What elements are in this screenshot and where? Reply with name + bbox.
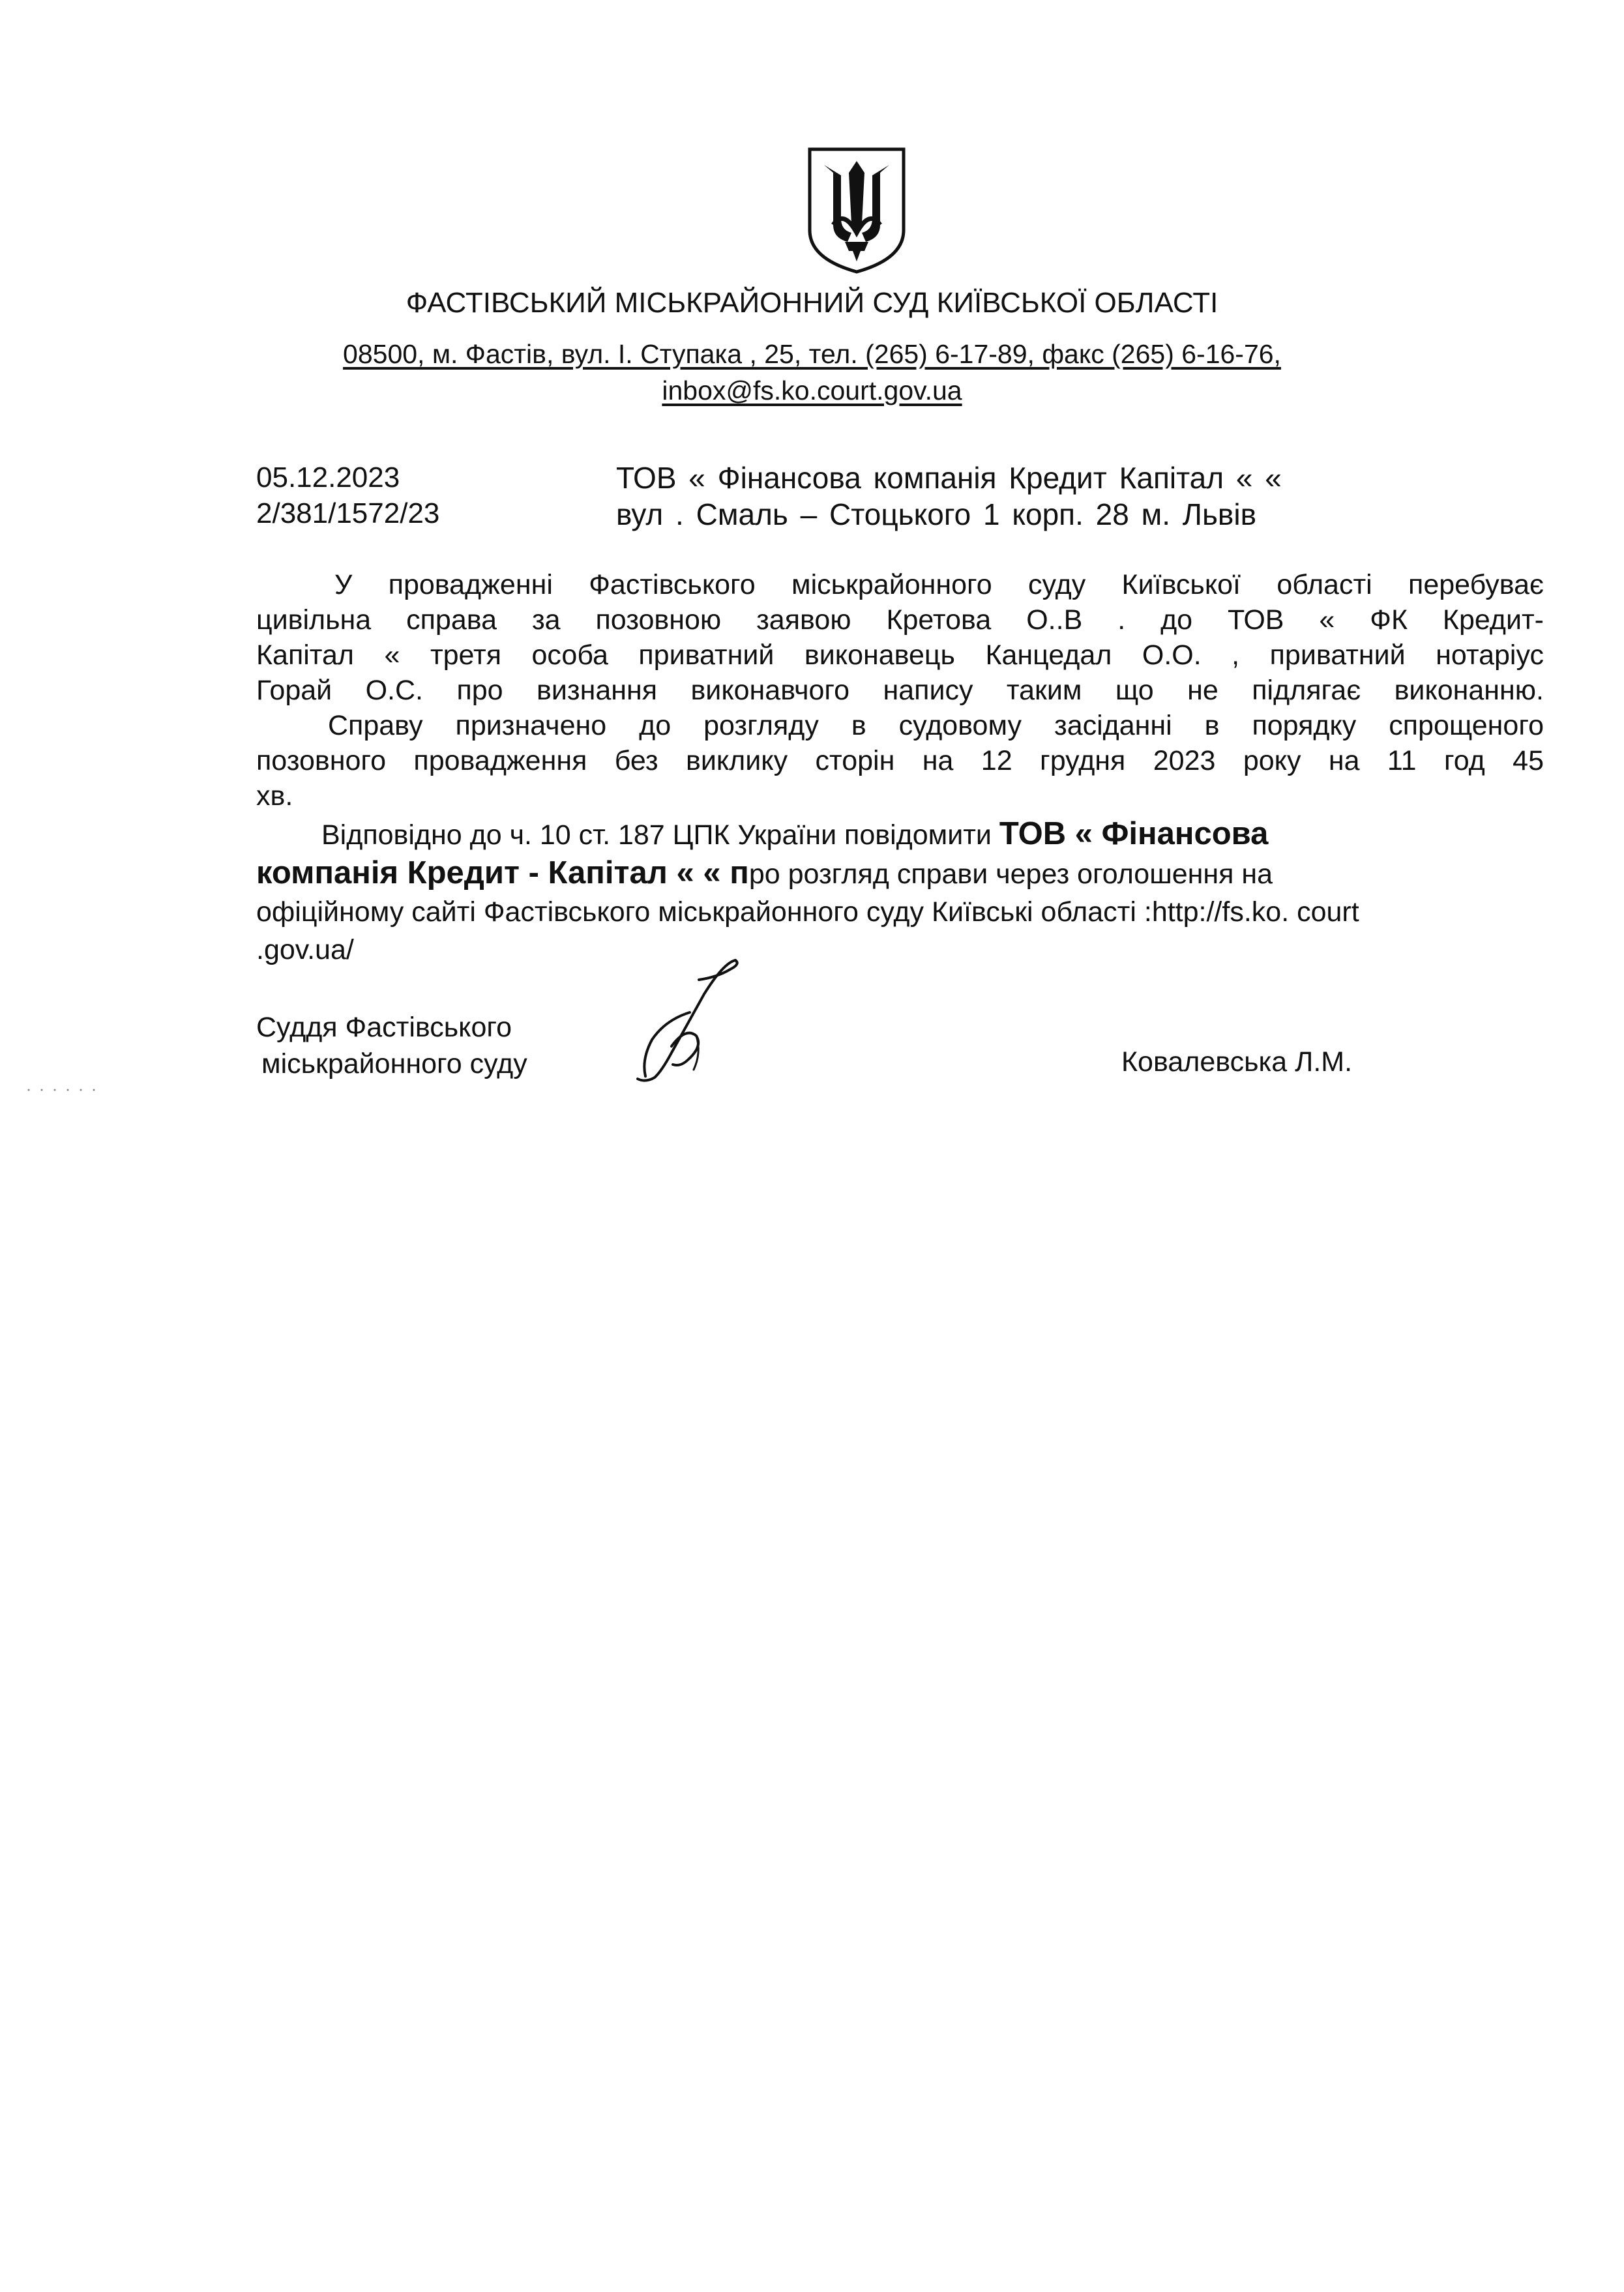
court-address: 08500, м. Фастів, вул. І. Ступака , 25, тел. (265) 6-17-89, факс (265) 6-16-76, <box>343 339 1281 369</box>
paragraph-line: офіційному сайті Фастівського міськрайонного суду Київські області :http://fs.ko. court <box>256 896 1359 928</box>
notice-text: ро розгляд справи через оголошення на <box>748 859 1273 890</box>
recipient-name: ТОВ « Фінансова компанія Кредит Капітал « « <box>616 461 1282 495</box>
paragraph-line: Справу призначено до розгляду в судовому засіданні в порядку спрощеного <box>328 710 1544 741</box>
body-paragraph-3 <box>256 815 1544 969</box>
paragraph-line: позовного провадження без виклику сторін на 12 грудня 2023 року на 11 год 45 <box>256 745 1544 776</box>
paragraph-line: .gov.ua/ <box>256 934 354 965</box>
handwritten-signature-icon <box>626 955 743 1085</box>
judge-name: Ковалевська Л.М. <box>1121 1046 1353 1078</box>
letter-reference: 2/381/1572/23 <box>256 497 440 529</box>
paragraph-line: цивільна справа за позовною заявою Кретова О..В . до ТОВ « ФК Кредит- <box>256 604 1544 636</box>
paragraph-line <box>256 854 1544 893</box>
body-paragraph-1 <box>256 567 1544 708</box>
body-paragraph-2 <box>256 708 1544 814</box>
paragraph-line: Горай О.С. про визнання виконавчого напису таким що не підлягає виконанню. <box>256 675 1544 706</box>
scan-specks <box>26 1087 104 1093</box>
letter-date: 05.12.2023 <box>256 462 400 493</box>
trident-emblem-icon <box>805 147 909 274</box>
court-name: ФАСТІВСЬКИЙ МІСЬКРАЙОННИЙ СУД КИЇВСЬКОЇ ОБЛАСТІ <box>406 287 1218 319</box>
paragraph-line <box>256 815 1544 854</box>
court-email: inbox@fs.ko.court.gov.ua <box>662 375 962 405</box>
notice-text: Відповідно до ч. 10 ст. 187 ЦПК України повідомити <box>321 819 992 851</box>
paragraph-line: У провадженні Фастівського міськрайонного суду Київської області перебуває <box>334 569 1544 600</box>
notice-recipient-bold: компанія Кредит - Капітал « « п <box>256 855 749 890</box>
recipient-address: вул . Смаль – Стоцького 1 корп. 28 м. Львів <box>616 497 1257 531</box>
judge-title-line-1: Суддя Фастівського <box>256 1012 512 1043</box>
paragraph-line: хв. <box>256 780 293 812</box>
paragraph-line: Капітал « третя особа приватний виконавець Канцедал О.О. , приватний нотаріус <box>256 639 1544 671</box>
notice-recipient-bold: ТОВ « Фінансова <box>999 816 1269 851</box>
judge-title-line-2: міськрайонного суду <box>261 1048 527 1080</box>
